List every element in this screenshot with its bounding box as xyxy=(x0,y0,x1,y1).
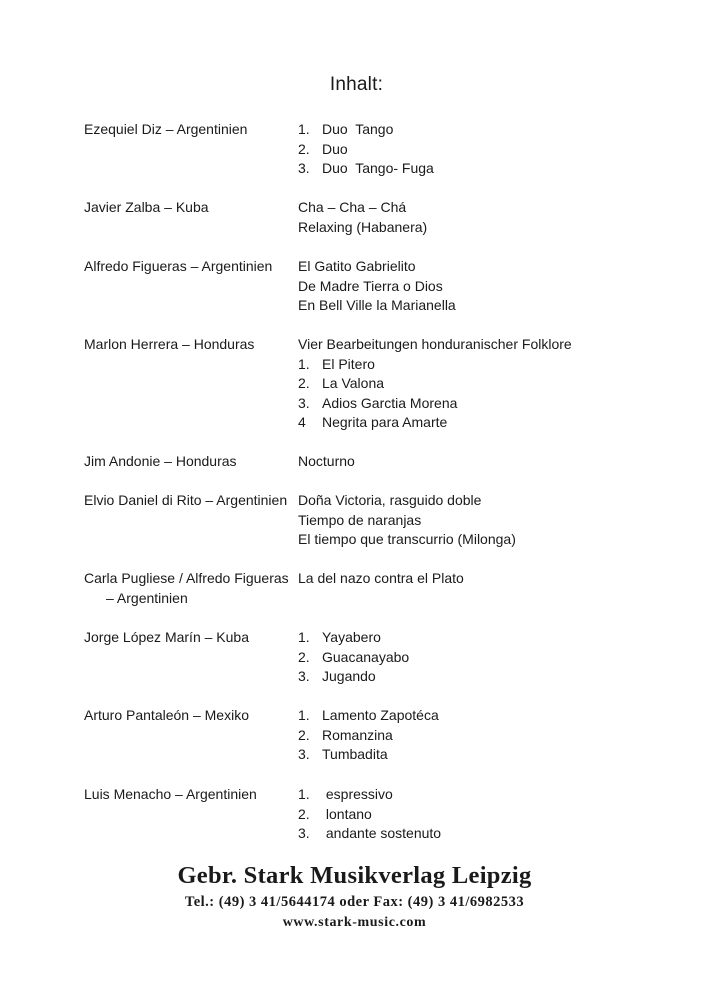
work-number: 4 xyxy=(298,414,306,431)
works-list xyxy=(298,198,698,237)
work-item xyxy=(298,706,698,726)
work-item xyxy=(298,648,698,668)
work-title: La Valona xyxy=(322,375,385,392)
composer-name xyxy=(84,628,294,648)
works-list xyxy=(298,785,698,844)
work-number: 3. xyxy=(298,160,310,177)
work-title: Duo Tango xyxy=(322,121,394,137)
work-title: Duo Tango- Fuga xyxy=(322,160,434,177)
work-title: Guacanayabo xyxy=(322,648,410,665)
work-item xyxy=(298,452,698,472)
publisher-contact: Tel.: (49) 3 41/5644174 oder Fax: (49) 3 41/6982533 xyxy=(184,894,525,910)
work-title: Jugando xyxy=(322,668,376,685)
work-title: Adios Garctia Morena xyxy=(322,394,458,411)
work-item xyxy=(298,413,698,433)
composer-line: Luis Menacho – Argentinien xyxy=(84,786,257,802)
works-list xyxy=(298,452,698,472)
composer-name xyxy=(84,452,294,472)
work-item xyxy=(298,569,698,589)
work-number: 2. xyxy=(298,140,310,157)
work-title: Yayabero xyxy=(322,629,381,645)
page-title: Inhalt: xyxy=(329,74,384,95)
work-item xyxy=(298,120,698,140)
composer-line: Ezequiel Diz – Argentinien xyxy=(84,121,248,137)
work-number: 2. xyxy=(298,648,310,665)
work-title: Negrita para Amarte xyxy=(322,414,448,431)
work-item xyxy=(298,140,698,160)
works-list xyxy=(298,491,698,550)
work-title: El Gatito Gabrielito xyxy=(298,258,416,274)
work-item xyxy=(298,374,698,394)
composer-line: Alfredo Figueras – Argentinien xyxy=(84,258,273,274)
work-item xyxy=(298,530,698,550)
work-item xyxy=(298,824,698,844)
composer-line: Jorge López Marín – Kuba xyxy=(84,629,249,645)
work-item xyxy=(298,628,698,648)
work-title: Nocturno xyxy=(298,453,355,469)
composer-name xyxy=(84,785,294,805)
composer-line: Jim Andonie – Honduras xyxy=(84,453,237,469)
work-number: 1. xyxy=(298,707,310,723)
work-item xyxy=(298,277,698,297)
composer-line: Carla Pugliese / Alfredo Figueras xyxy=(84,570,289,586)
work-item xyxy=(298,335,698,355)
composer-name xyxy=(84,198,294,218)
work-number: 1. xyxy=(298,629,310,645)
composer-line: Marlon Herrera – Honduras xyxy=(84,336,255,352)
work-title: La del nazo contra el Plato xyxy=(298,570,464,586)
work-item xyxy=(298,785,698,805)
work-title: En Bell Ville la Marianella xyxy=(298,297,456,314)
work-title: El Pitero xyxy=(322,355,375,372)
work-number: 1. xyxy=(298,786,310,802)
work-number: 3. xyxy=(298,746,310,763)
work-title: andante sostenuto xyxy=(322,825,442,842)
work-item xyxy=(298,726,698,746)
composer-line: Arturo Pantaleón – Mexiko xyxy=(84,707,249,723)
work-number: 1. xyxy=(298,355,310,372)
work-number: 2. xyxy=(298,805,310,822)
work-item xyxy=(298,218,698,238)
work-title: Cha – Cha – Chá xyxy=(298,199,407,215)
work-title: Doña Victoria, rasguido doble xyxy=(298,492,482,508)
composer-name xyxy=(84,706,294,726)
works-list xyxy=(298,628,698,687)
work-title: Vier Bearbeitungen honduranischer Folklore xyxy=(298,336,572,352)
work-item xyxy=(298,491,698,511)
works-list xyxy=(298,120,698,179)
works-list xyxy=(298,257,698,316)
works-list xyxy=(298,335,698,433)
work-number: 3. xyxy=(298,394,310,411)
work-title: Lamento Zapotéca xyxy=(322,707,439,723)
work-item xyxy=(298,511,698,531)
work-number: 2. xyxy=(298,726,310,743)
work-number: 2. xyxy=(298,375,310,392)
works-list xyxy=(298,569,698,589)
work-item xyxy=(298,355,698,375)
work-item xyxy=(298,198,698,218)
work-title: Duo xyxy=(322,140,348,157)
work-title: Romanzina xyxy=(322,726,393,743)
work-number: 3. xyxy=(298,668,310,685)
work-number: 1. xyxy=(298,121,310,137)
publisher-website: www.stark-music.com xyxy=(282,915,427,930)
work-title: lontano xyxy=(322,805,372,822)
work-title: espressivo xyxy=(322,786,393,802)
work-item xyxy=(298,805,698,825)
work-item xyxy=(298,296,698,316)
work-title: Tiempo de naranjas xyxy=(298,511,422,528)
composer-name xyxy=(84,335,294,355)
work-item xyxy=(298,394,698,414)
composer-line: Elvio Daniel di Rito – Argentinien xyxy=(84,492,288,508)
work-item xyxy=(298,745,698,765)
publisher-name: Gebr. Stark Musikverlag Leipzig xyxy=(177,862,532,889)
composer-name xyxy=(84,491,294,511)
composer-line: – Argentinien xyxy=(106,589,188,606)
composer-name xyxy=(84,120,294,140)
work-number: 3. xyxy=(298,825,310,842)
work-title: Tumbadita xyxy=(322,746,388,763)
works-list xyxy=(298,706,698,765)
composer-name xyxy=(84,569,294,608)
work-item xyxy=(298,257,698,277)
work-item xyxy=(298,159,698,179)
work-title: De Madre Tierra o Dios xyxy=(298,277,443,294)
work-title: Relaxing (Habanera) xyxy=(298,218,428,235)
composer-name xyxy=(84,257,294,277)
composer-line: Javier Zalba – Kuba xyxy=(84,199,209,215)
work-item xyxy=(298,667,698,687)
work-title: El tiempo que transcurrio (Milonga) xyxy=(298,531,516,548)
